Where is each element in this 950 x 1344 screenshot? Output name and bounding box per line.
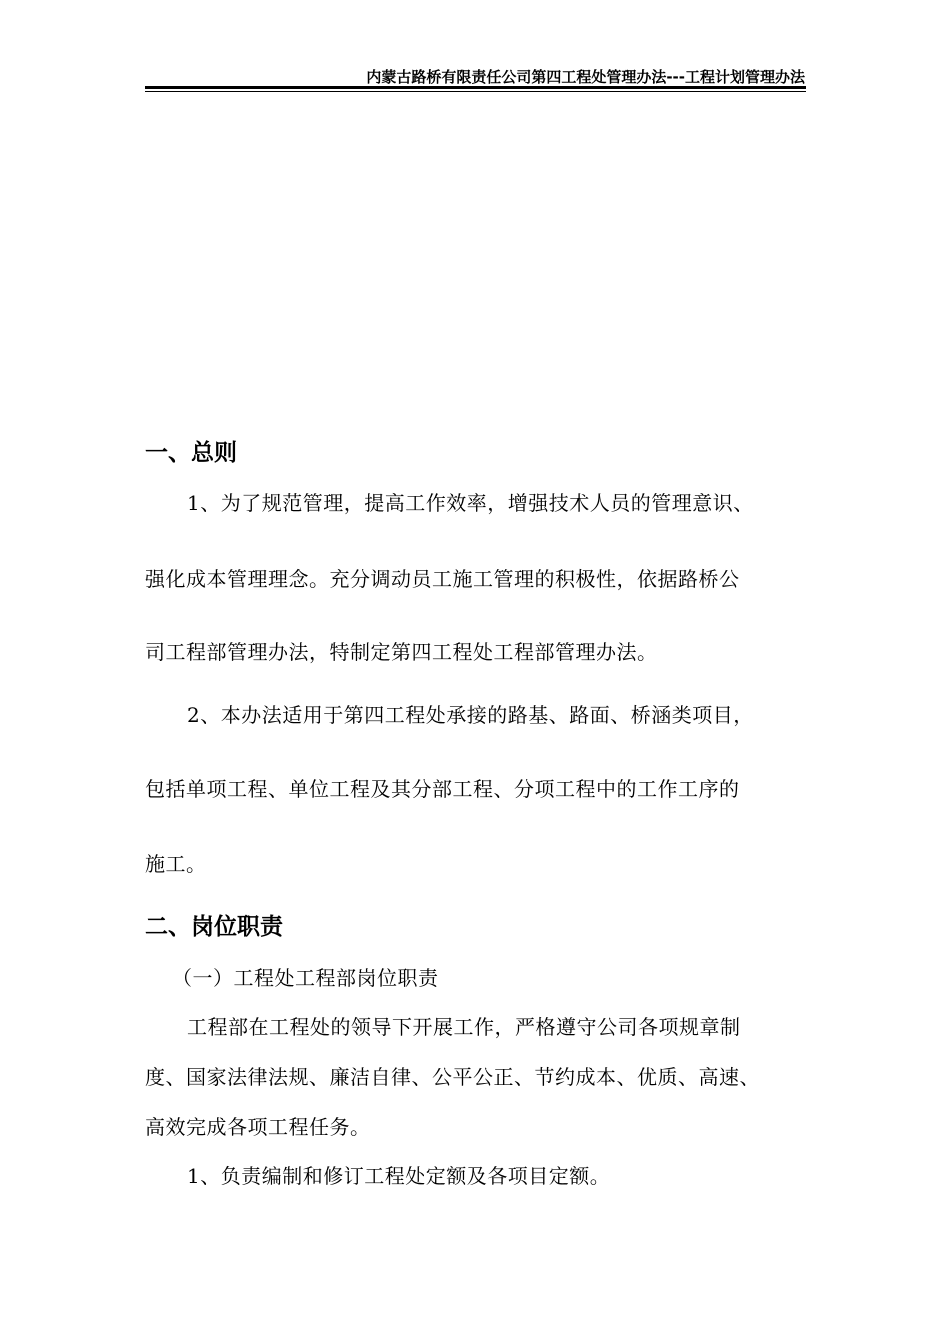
paragraph-line: 包括单项工程、单位工程及其分部工程、分项工程中的工作工序的: [145, 777, 740, 801]
header-title: 内蒙古路桥有限责任公司第四工程处管理办法---工程计划管理办法: [366, 68, 805, 86]
paragraph-line: 高效完成各项工程任务。: [145, 1115, 371, 1139]
subsection-heading: （一）工程处工程部岗位职责: [172, 966, 439, 990]
paragraph-line: 司工程部管理办法，特制定第四工程处工程部管理办法。: [145, 640, 658, 664]
paragraph-line: 施工。: [145, 852, 207, 876]
paragraph-line: 度、国家法律法规、廉洁自律、公平公正、节约成本、优质、高速、: [145, 1065, 760, 1089]
header-rule-thin: [145, 91, 806, 92]
paragraph-line: 2、本办法适用于第四工程处承接的路基、路面、桥涵类项目，: [187, 703, 754, 727]
header-rule-thick: [145, 86, 806, 89]
section-heading-duties: 二、岗位职责: [145, 914, 283, 940]
list-item: 1、负责编制和修订工程处定额及各项目定额。: [187, 1164, 611, 1188]
paragraph-line: 工程部在工程处的领导下开展工作，严格遵守公司各项规章制: [187, 1015, 741, 1039]
paragraph-line: 强化成本管理理念。充分调动员工施工管理的积极性，依据路桥公: [145, 567, 740, 591]
section-heading-general: 一、总则: [145, 440, 237, 466]
paragraph-line: 1、为了规范管理，提高工作效率，增强技术人员的管理意识、: [187, 491, 754, 515]
